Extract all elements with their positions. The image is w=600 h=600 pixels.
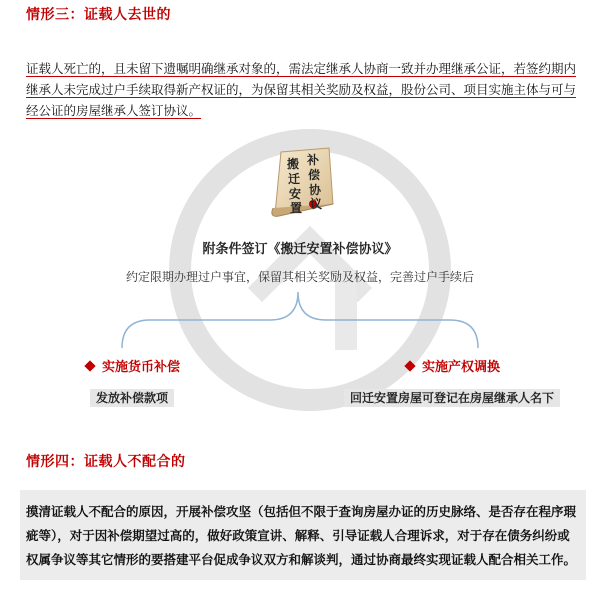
branch-connector: [120, 290, 480, 350]
section3-paragraph: [26, 58, 582, 121]
option-label: 实施产权调换: [422, 360, 501, 375]
section4-paragraph-line: 权属争议等其它情形的要搭建平台促成争议双方和解谈判，通过协商最终实现证载人配合相关工作。: [26, 552, 577, 567]
section3-paragraph-line: 继承人未完成过户手续取得新产权证的，为保留其相关奖励及权益，股份公司、项目实施主体与可与: [26, 82, 577, 97]
scroll-char: 置: [290, 201, 303, 215]
diamond-bullet-icon: [404, 360, 415, 371]
option-property-exchange: [406, 356, 500, 375]
agreement-title: 附条件签订《搬迁安置补偿协议》: [202, 242, 398, 257]
option-monetary-detail: 发放补偿款项: [90, 389, 174, 407]
section4-paragraph-line: 疵等），对于因补偿期望过高的，做好政策宣讲、解释、引导证载人合理诉求，对于存在债务纠纷或: [26, 528, 570, 543]
option-monetary-compensation: [86, 356, 180, 375]
scroll-char: 议: [310, 197, 323, 211]
scroll-char: 协: [309, 183, 322, 197]
scroll-char: 偿: [308, 168, 321, 182]
option-property-detail: 回迁安置房屋可登记在房屋继承人名下: [344, 389, 560, 407]
agreement-description: 约定限期办理过户事宜，保留其相关奖励及权益，完善过户手续后: [125, 270, 474, 284]
scroll-char: 安: [289, 187, 302, 201]
scroll-char: 搬: [287, 157, 300, 171]
section4-title: 情形四：证载人不配合的: [26, 454, 186, 470]
section4-paragraph-line: 摸清证载人不配合的原因，开展补偿攻坚（包括但不限于查询房屋办证的历史脉络、是否存在程序瑕: [26, 504, 577, 519]
diamond-bullet-icon: [84, 360, 95, 371]
section4-paragraph-box: [20, 490, 586, 580]
section3-paragraph-line: 经公证的房屋继承人签订协议。: [26, 103, 202, 118]
section3-title: 情形三：证载人去世的: [26, 7, 171, 23]
scroll-char: 迁: [288, 172, 301, 186]
scroll-char: 补: [307, 153, 320, 167]
option-label: 实施货币补偿: [102, 360, 181, 375]
agreement-scroll-image: [263, 146, 339, 220]
section3-paragraph-line: 证载人死亡的，且未留下遗嘱明确继承对象的，需法定继承人协商一致并办理继承公证，若签约期内: [26, 61, 577, 76]
